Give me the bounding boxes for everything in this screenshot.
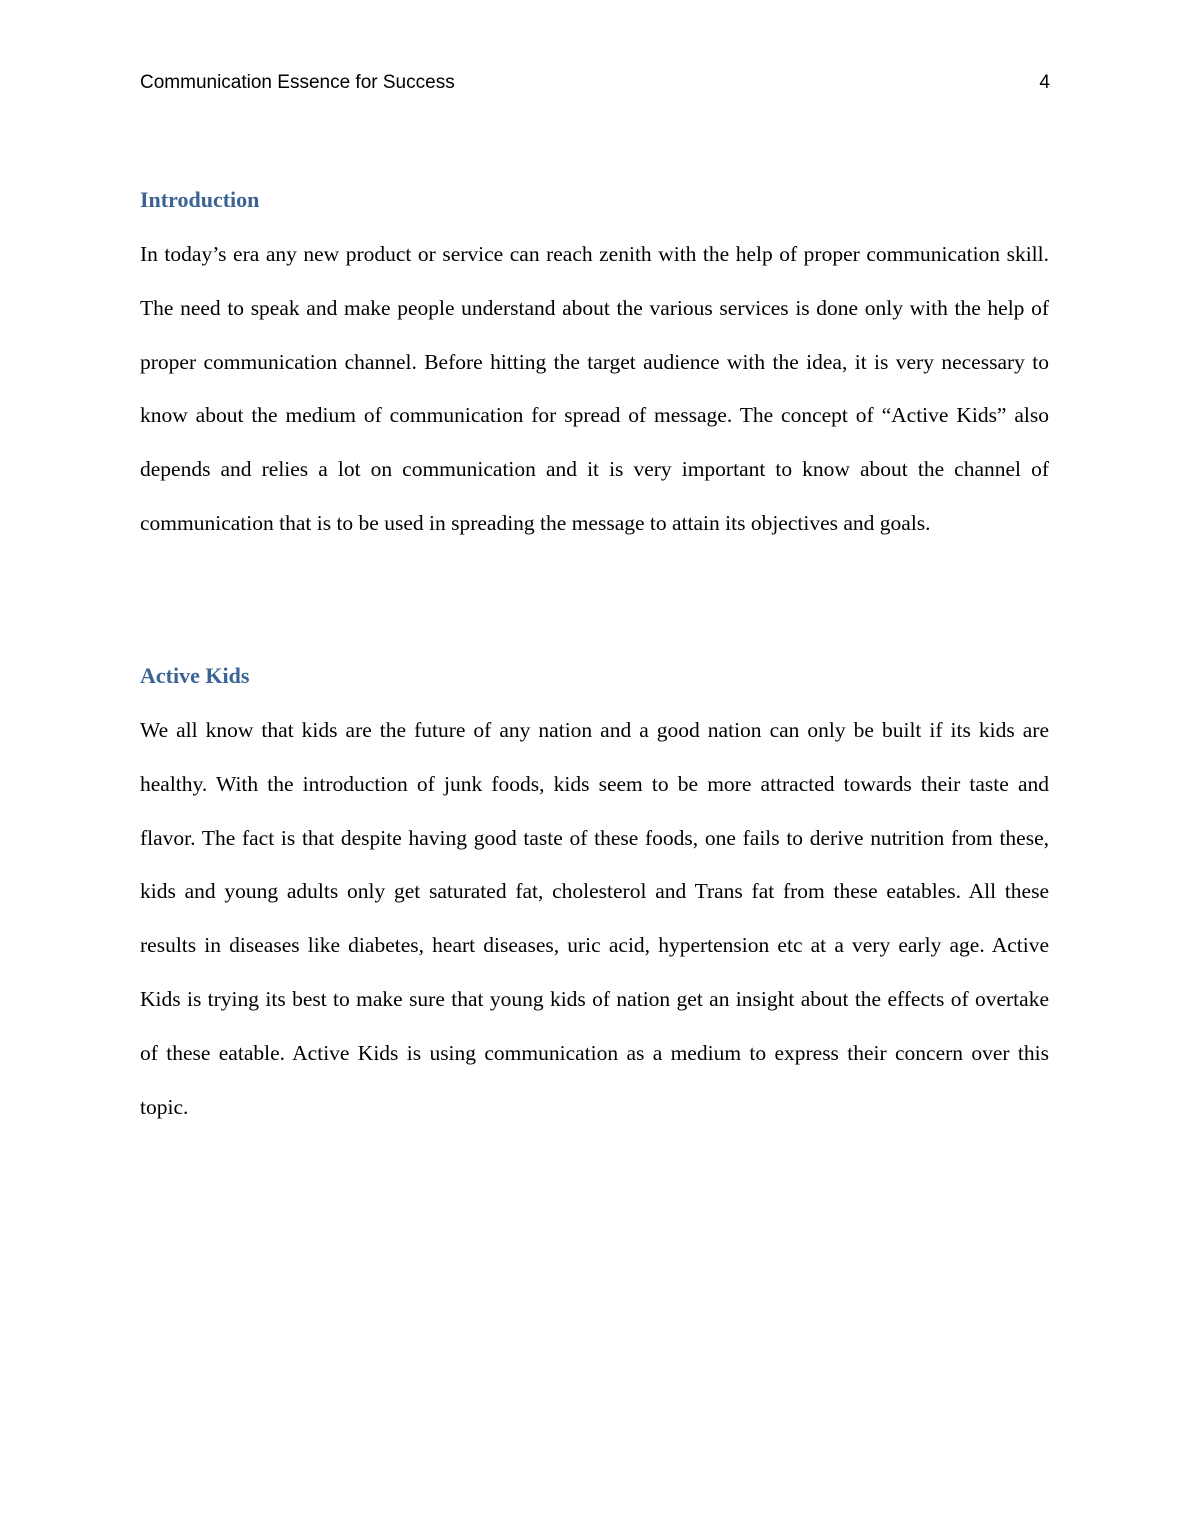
running-header-title: Communication Essence for Success [140, 72, 455, 93]
section-heading-introduction: Introduction [140, 187, 260, 212]
section-paragraph-active-kids: We all know that kids are the future of any nation and a good nation can only be built if its kids are healthy. With the introduction of junk foods, kids seem to be more attracted towards their taste and flavor. The fact is that despite having good taste of these foods, one fails to derive nutrition from these, kids and young adults only get saturated fat, cholesterol and Trans fat from these eatables. All these results in diseases like diabetes, heart diseases, uric acid, hypertension etc at a very early age. Active Kids is trying its best to make sure that young kids of nation get an insight about the effects of overtake of these eatable. Active Kids is using communication as a medium to express their concern over this topic. [140, 718, 1055, 1119]
section-heading-active-kids: Active Kids [140, 663, 250, 688]
page-number: 4 [1039, 72, 1050, 93]
section-paragraph-introduction: In today’s era any new product or service can reach zenith with the help of proper communication skill. The need to speak and make people understand about the various services is done only with the help of proper communication channel. Before hitting the target audience with the idea, it is very necessary to know about the medium of communication for spread of message. The concept of “Active Kids” also depends and relies a lot on communication and it is very important to know about the channel of communication that is to be used in spreading the message to attain its objectives and goals. [140, 242, 1060, 535]
